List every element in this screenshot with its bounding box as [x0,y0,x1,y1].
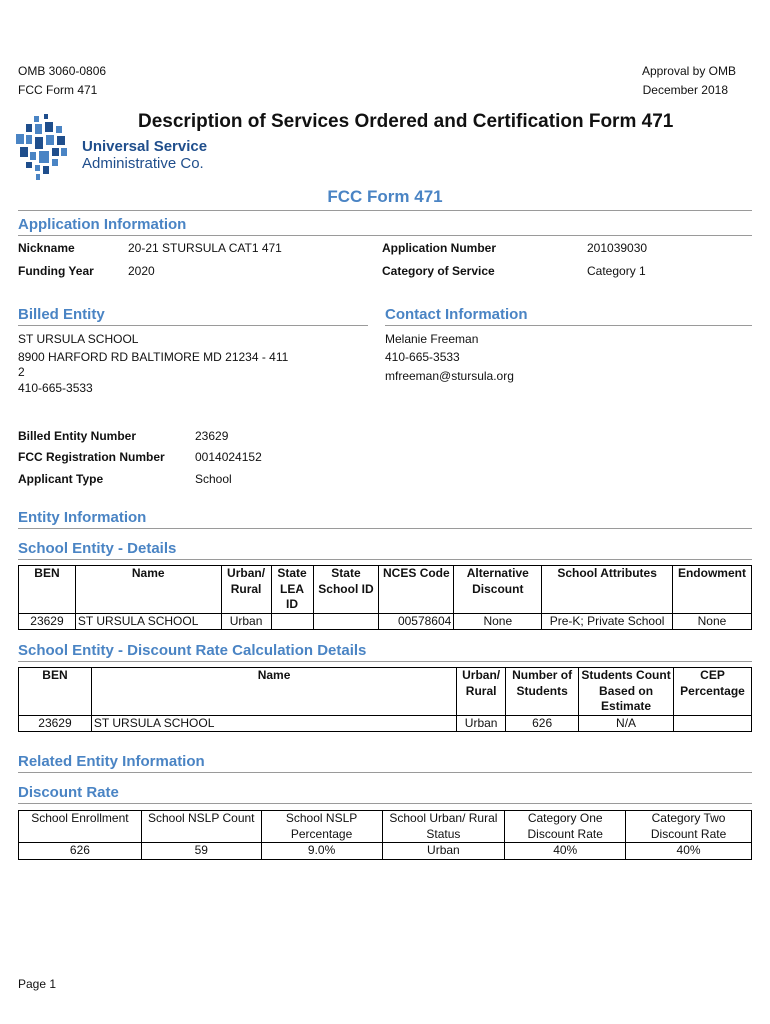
table-header: BEN [19,668,92,716]
usac-logo-icon [14,114,70,184]
frn-label: FCC Registration Number [18,450,165,464]
table-cell: ST URSULA SCHOOL [91,715,456,732]
table-header-row [19,566,752,614]
table-cell: 23629 [19,613,76,630]
table-header: School NSLP Count [141,811,261,843]
table-header: Category One Discount Rate [505,811,626,843]
logo-line-1: Universal Service [82,138,208,155]
frn-value: 0014024152 [195,450,262,464]
discount-calc-table [18,667,752,732]
applicant-type-label: Applicant Type [18,472,104,486]
table-cell: None [454,613,542,630]
table-header: School NSLP Percentage [261,811,382,843]
school-details-title: School Entity - Details [18,540,177,557]
table-header: Name [91,668,456,716]
school-details-table [18,565,752,630]
discount-calc-title: School Entity - Discount Rate Calculation Details [18,642,367,659]
table-header: Category Two Discount Rate [626,811,752,843]
table-header: State School ID [313,566,379,614]
nickname-value: 20-21 STURSULA CAT1 471 [128,241,282,255]
logo-line-2: Administrative Co. [82,155,204,172]
discount-rate-table [18,810,752,860]
table-row [19,715,752,732]
table-cell: 40% [505,843,626,860]
entity-info-title: Entity Information [18,509,147,526]
omb-number: OMB 3060-0806 [18,64,107,78]
table-cell [271,613,313,630]
school-details-divider [18,559,752,560]
table-cell: Urban [221,613,271,630]
table-cell: 40% [626,843,752,860]
approval-date: December 2018 [642,83,728,97]
table-header-row [19,811,752,843]
related-entity-title: Related Entity Information [18,753,205,770]
funding-year-value: 2020 [128,264,155,278]
contact-info-title: Contact Information [385,306,528,323]
contact-email[interactable]: mfreeman@stursula.org [385,369,514,383]
related-entity-divider [18,772,752,773]
billed-entity-divider [18,325,368,326]
billed-entity-phone: 410-665-3533 [18,381,93,395]
page-title: Description of Services Ordered and Certification Form 471 [138,111,674,132]
table-header: State LEA ID [271,566,313,614]
table-cell: None [672,613,751,630]
table-row [19,843,752,860]
billed-entity-address-2: 2 [18,365,25,379]
billed-entity-title: Billed Entity [18,306,105,323]
application-number-value: 201039030 [587,241,648,255]
table-header: Endowment [672,566,751,614]
table-header-row [19,668,752,716]
funding-year-label: Funding Year [18,264,94,278]
table-cell: N/A [579,715,674,732]
table-header: School Enrollment [19,811,142,843]
billed-entity-name: ST URSULA SCHOOL [18,332,139,346]
contact-phone: 410-665-3533 [385,350,460,364]
table-header: School Attributes [542,566,673,614]
table-header: NCES Code [379,566,454,614]
table-cell: 626 [506,715,579,732]
table-cell: 00578604 [379,613,454,630]
application-info-divider [18,235,752,236]
discount-rate-title: Discount Rate [18,784,119,801]
billed-entity-address-1: 8900 HARFORD RD BALTIMORE MD 21234 - 411 [18,350,289,364]
category-label: Category of Service [382,264,495,278]
application-number-label: Application Number [382,241,497,255]
table-cell: 626 [19,843,142,860]
omb-approval: Approval by OMB [641,64,736,78]
table-header: School Urban/ Rural Status [382,811,505,843]
contact-info-divider [385,325,752,326]
table-header: Number of Students [506,668,579,716]
page-number: Page 1 [18,977,57,991]
table-header: Name [75,566,221,614]
table-header: CEP Percentage [674,668,752,716]
table-cell: ST URSULA SCHOOL [75,613,221,630]
table-cell: Urban [457,715,506,732]
form-heading: FCC Form 471 [327,187,443,206]
ben-label: Billed Entity Number [18,429,137,443]
nickname-label: Nickname [18,241,75,255]
heading-divider [18,210,752,211]
contact-name: Melanie Freeman [385,332,479,346]
table-header: BEN [19,566,76,614]
table-cell [313,613,379,630]
table-cell: Pre-K; Private School [542,613,673,630]
table-cell: 23629 [19,715,92,732]
category-value: Category 1 [587,264,646,278]
table-cell: Urban [382,843,505,860]
discount-rate-divider [18,803,752,804]
table-cell: 9.0% [261,843,382,860]
ben-value: 23629 [195,429,229,443]
application-info-title: Application Information [18,216,187,233]
table-row [19,613,752,630]
entity-info-divider [18,528,752,529]
applicant-type-value: School [195,472,232,486]
table-header: Urban/ Rural [457,668,506,716]
table-header: Alternative Discount [454,566,542,614]
table-header: Students Count Based on Estimate [579,668,674,716]
table-header: Urban/ Rural [221,566,271,614]
discount-calc-divider [18,661,752,662]
table-cell [674,715,752,732]
form-number: FCC Form 471 [18,83,98,97]
table-cell: 59 [141,843,261,860]
